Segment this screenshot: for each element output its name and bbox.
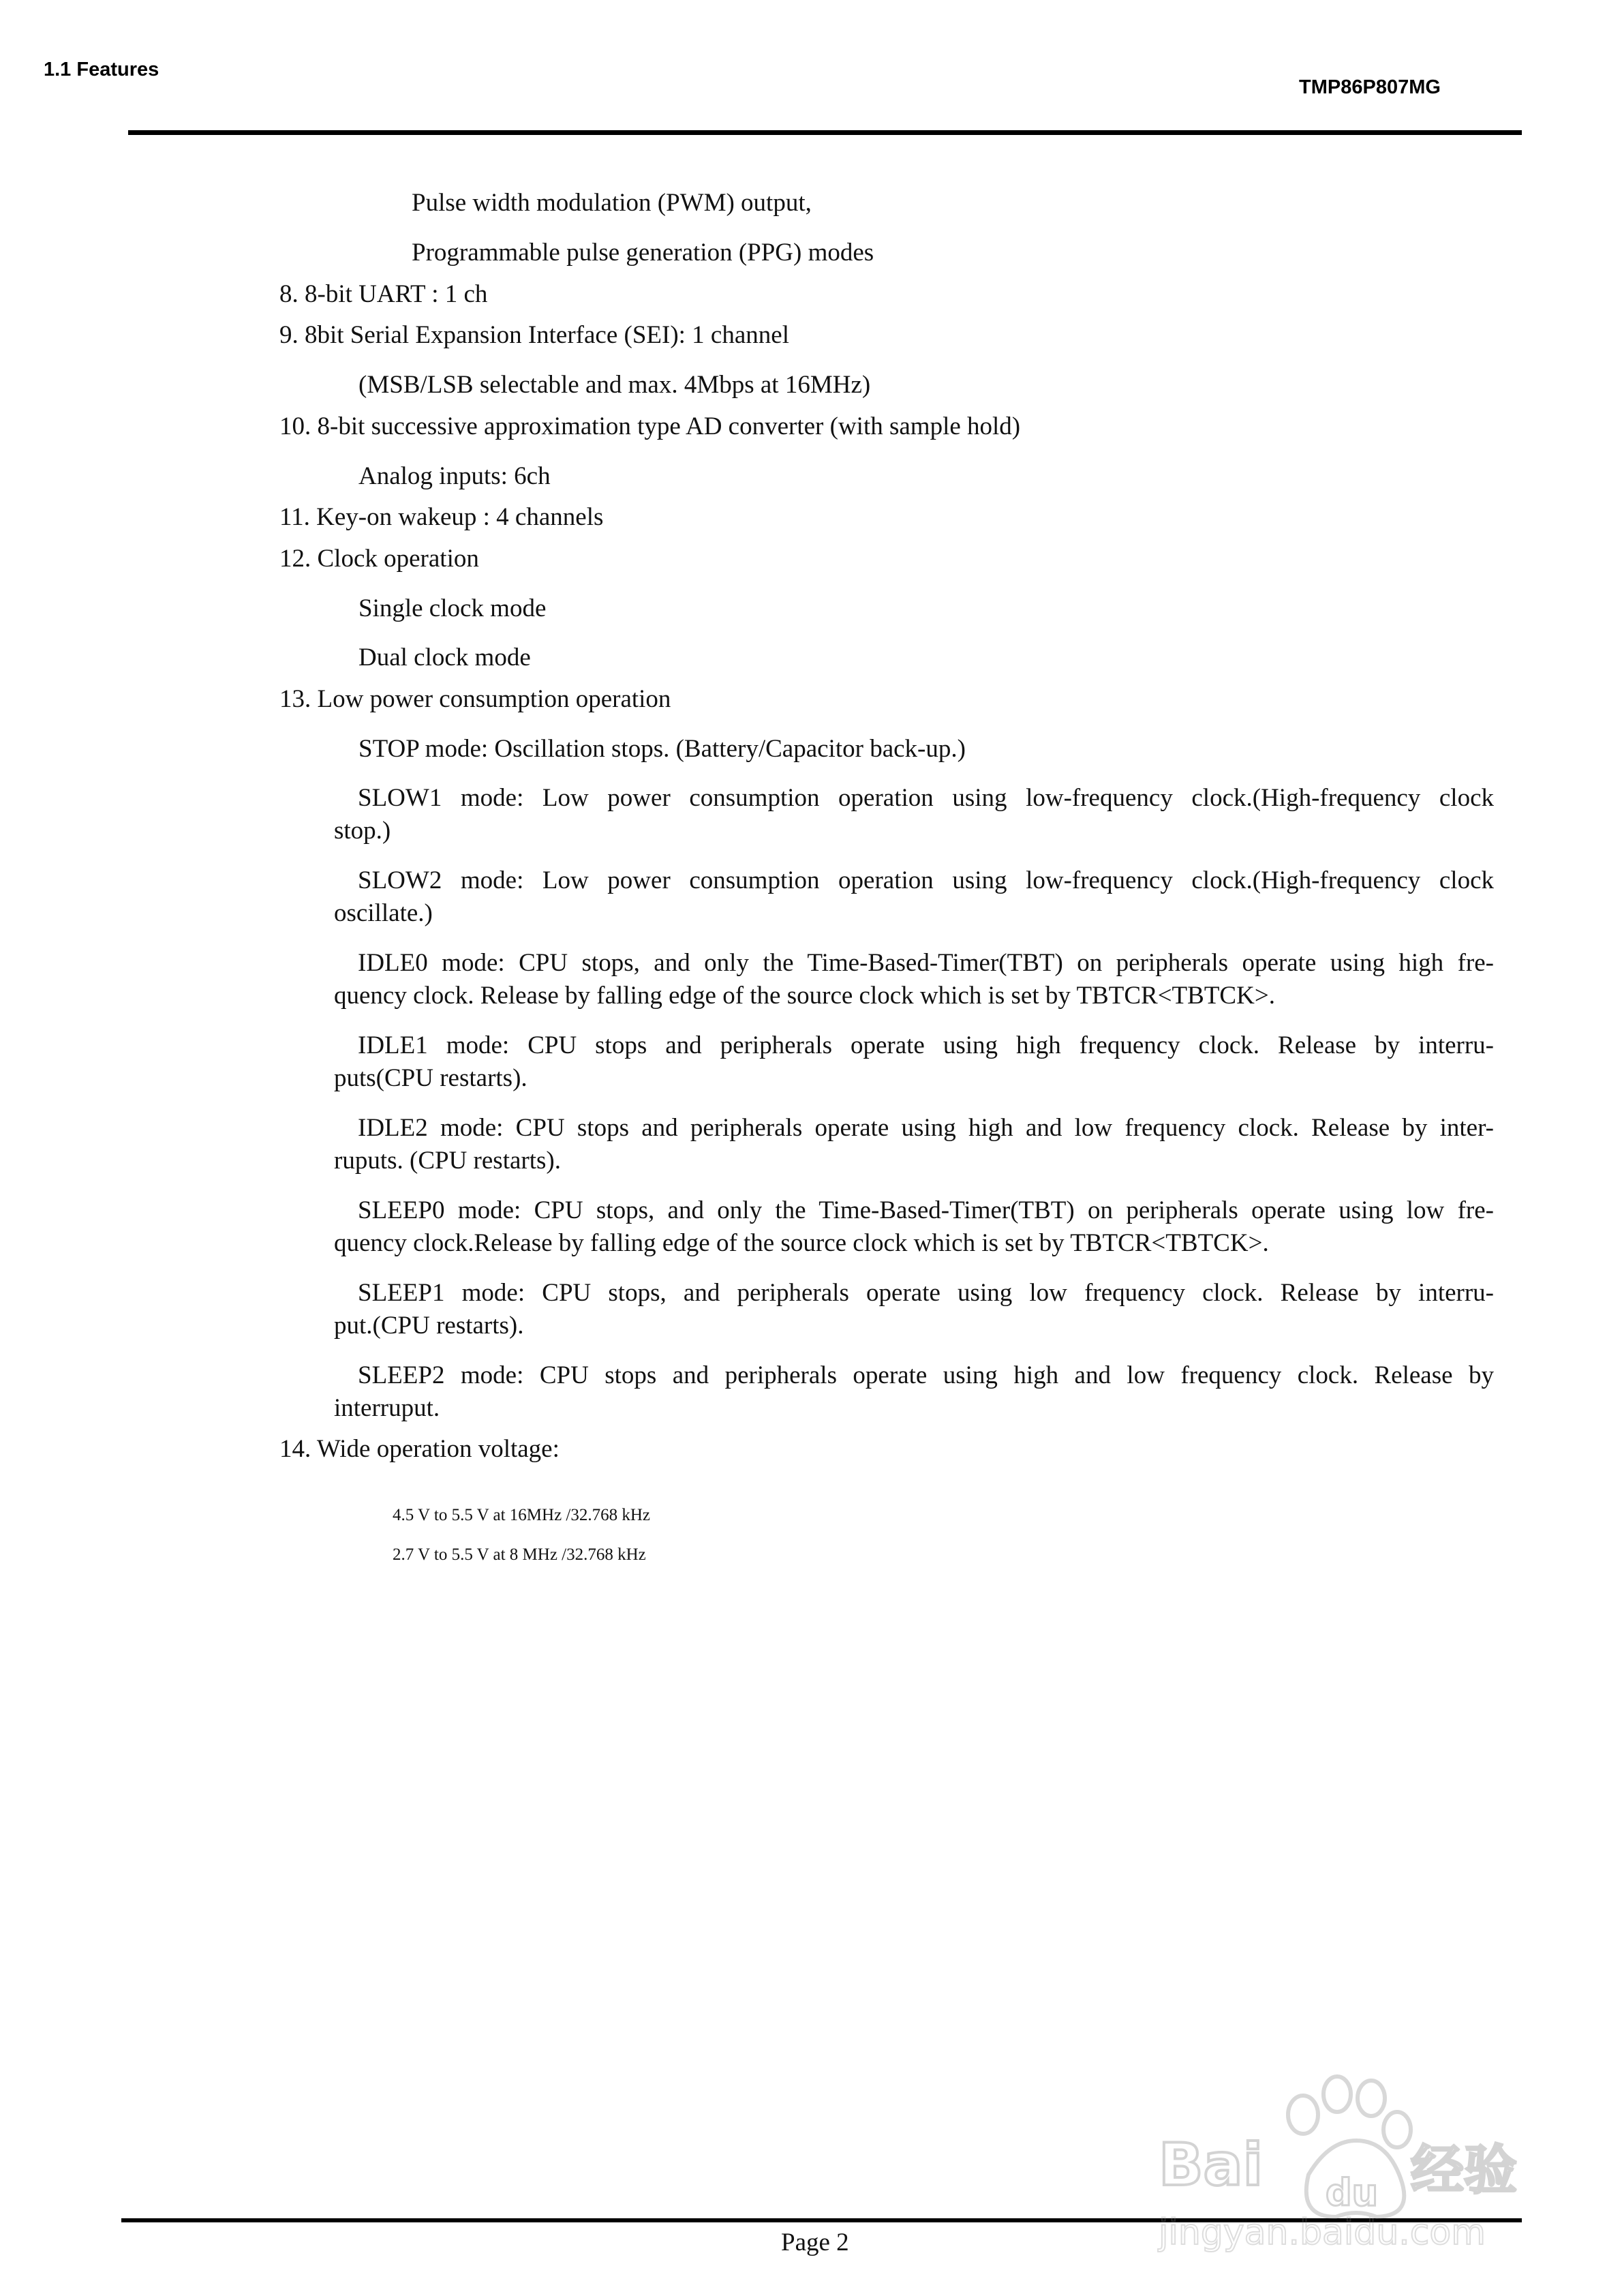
voltage-spec: 4.5 V to 5.5 V at 16MHz /32.768 kHz [393, 1506, 651, 1524]
text-line: Analog inputs: 6ch [358, 462, 551, 490]
paragraph-line: interruput. [334, 1394, 440, 1422]
paragraph-line: puts(CPU restarts). [334, 1064, 527, 1092]
list-item-9: 9. 8bit Serial Expansion Interface (SEI): 1 channel [279, 321, 789, 349]
svg-text:du: du [1326, 2171, 1379, 2214]
header-rule [128, 130, 1522, 135]
paragraph-line: IDLE1 mode: CPU stops and peripherals operate using high frequency clock. Release by interru- [358, 1031, 1494, 1059]
paragraph-line: SLOW1 mode: Low power consumption operation using low-frequency clock.(High-frequency clock [358, 784, 1494, 812]
text-line: (MSB/LSB selectable and max. 4Mbps at 16MHz) [358, 371, 871, 399]
mode-paragraph [334, 1029, 1494, 1095]
mode-paragraph [334, 1194, 1494, 1260]
text-line: Programmable pulse generation (PPG) modes [412, 239, 874, 267]
mode-paragraph [334, 947, 1494, 1012]
paragraph-line: ruputs. (CPU restarts). [334, 1147, 561, 1175]
text-line: Single clock mode [358, 594, 547, 622]
paragraph-line: SLEEP1 mode: CPU stops, and peripherals operate using low frequency clock. Release by interru- [358, 1279, 1494, 1307]
paragraph-line: SLOW2 mode: Low power consumption operation using low-frequency clock.(High-frequency clock [358, 866, 1494, 894]
svg-text:经验: 经验 [1411, 2140, 1518, 2201]
paragraph-line: IDLE0 mode: CPU stops, and only the Time-Based-Timer(TBT) on peripherals operate using high fre- [358, 949, 1494, 977]
paragraph-line: IDLE2 mode: CPU stops and peripherals operate using high and low frequency clock. Release by inter- [358, 1114, 1494, 1142]
voltage-spec: 2.7 V to 5.5 V at 8 MHz /32.768 kHz [393, 1545, 646, 1564]
list-item-8: 8. 8-bit UART : 1 ch [279, 280, 488, 308]
mode-paragraph [334, 864, 1494, 930]
paragraph-line: SLEEP2 mode: CPU stops and peripherals operate using high and low frequency clock. Release by [358, 1361, 1494, 1389]
list-item-14: 14. Wide operation voltage: [279, 1435, 560, 1463]
watermark-brand-text: Bai [1159, 2131, 1264, 2199]
section-title: 1.1 Features [44, 59, 159, 80]
watermark-url: jingyan.baidu.com [1159, 2212, 1486, 2253]
paragraph-line: oscillate.) [334, 899, 433, 927]
list-item-12: 12. Clock operation [279, 545, 479, 573]
text-line: Dual clock mode [358, 644, 531, 671]
paragraph-line: SLEEP0 mode: CPU stops, and only the Time-Based-Timer(TBT) on peripherals operate using low fre- [358, 1196, 1494, 1224]
mode-paragraph [334, 782, 1494, 847]
paragraph-line: put.(CPU restarts). [334, 1312, 524, 1340]
page-number: Page 2 [781, 2229, 849, 2256]
baidu-watermark-logo [1152, 2059, 1533, 2256]
list-item-10: 10. 8-bit successive approximation type AD converter (with sample hold) [279, 412, 1021, 440]
paragraph-line: quency clock. Release by falling edge of the source clock which is set by TBTCR<TBTCK>. [334, 982, 1275, 1010]
mode-paragraph [334, 1112, 1494, 1177]
mode-paragraph [334, 1277, 1494, 1342]
paragraph-line: quency clock.Release by falling edge of the source clock which is set by TBTCR<TBTCK>. [334, 1229, 1269, 1257]
paragraph-line: stop.) [334, 817, 391, 845]
list-item-11: 11. Key-on wakeup : 4 channels [279, 503, 604, 531]
text-line: STOP mode: Oscillation stops. (Battery/Capacitor back-up.) [358, 735, 966, 763]
list-item-13: 13. Low power consumption operation [279, 685, 671, 713]
mode-paragraph [334, 1359, 1494, 1425]
part-number: TMP86P807MG [1299, 76, 1441, 98]
text-line: Pulse width modulation (PWM) output, [412, 189, 812, 217]
